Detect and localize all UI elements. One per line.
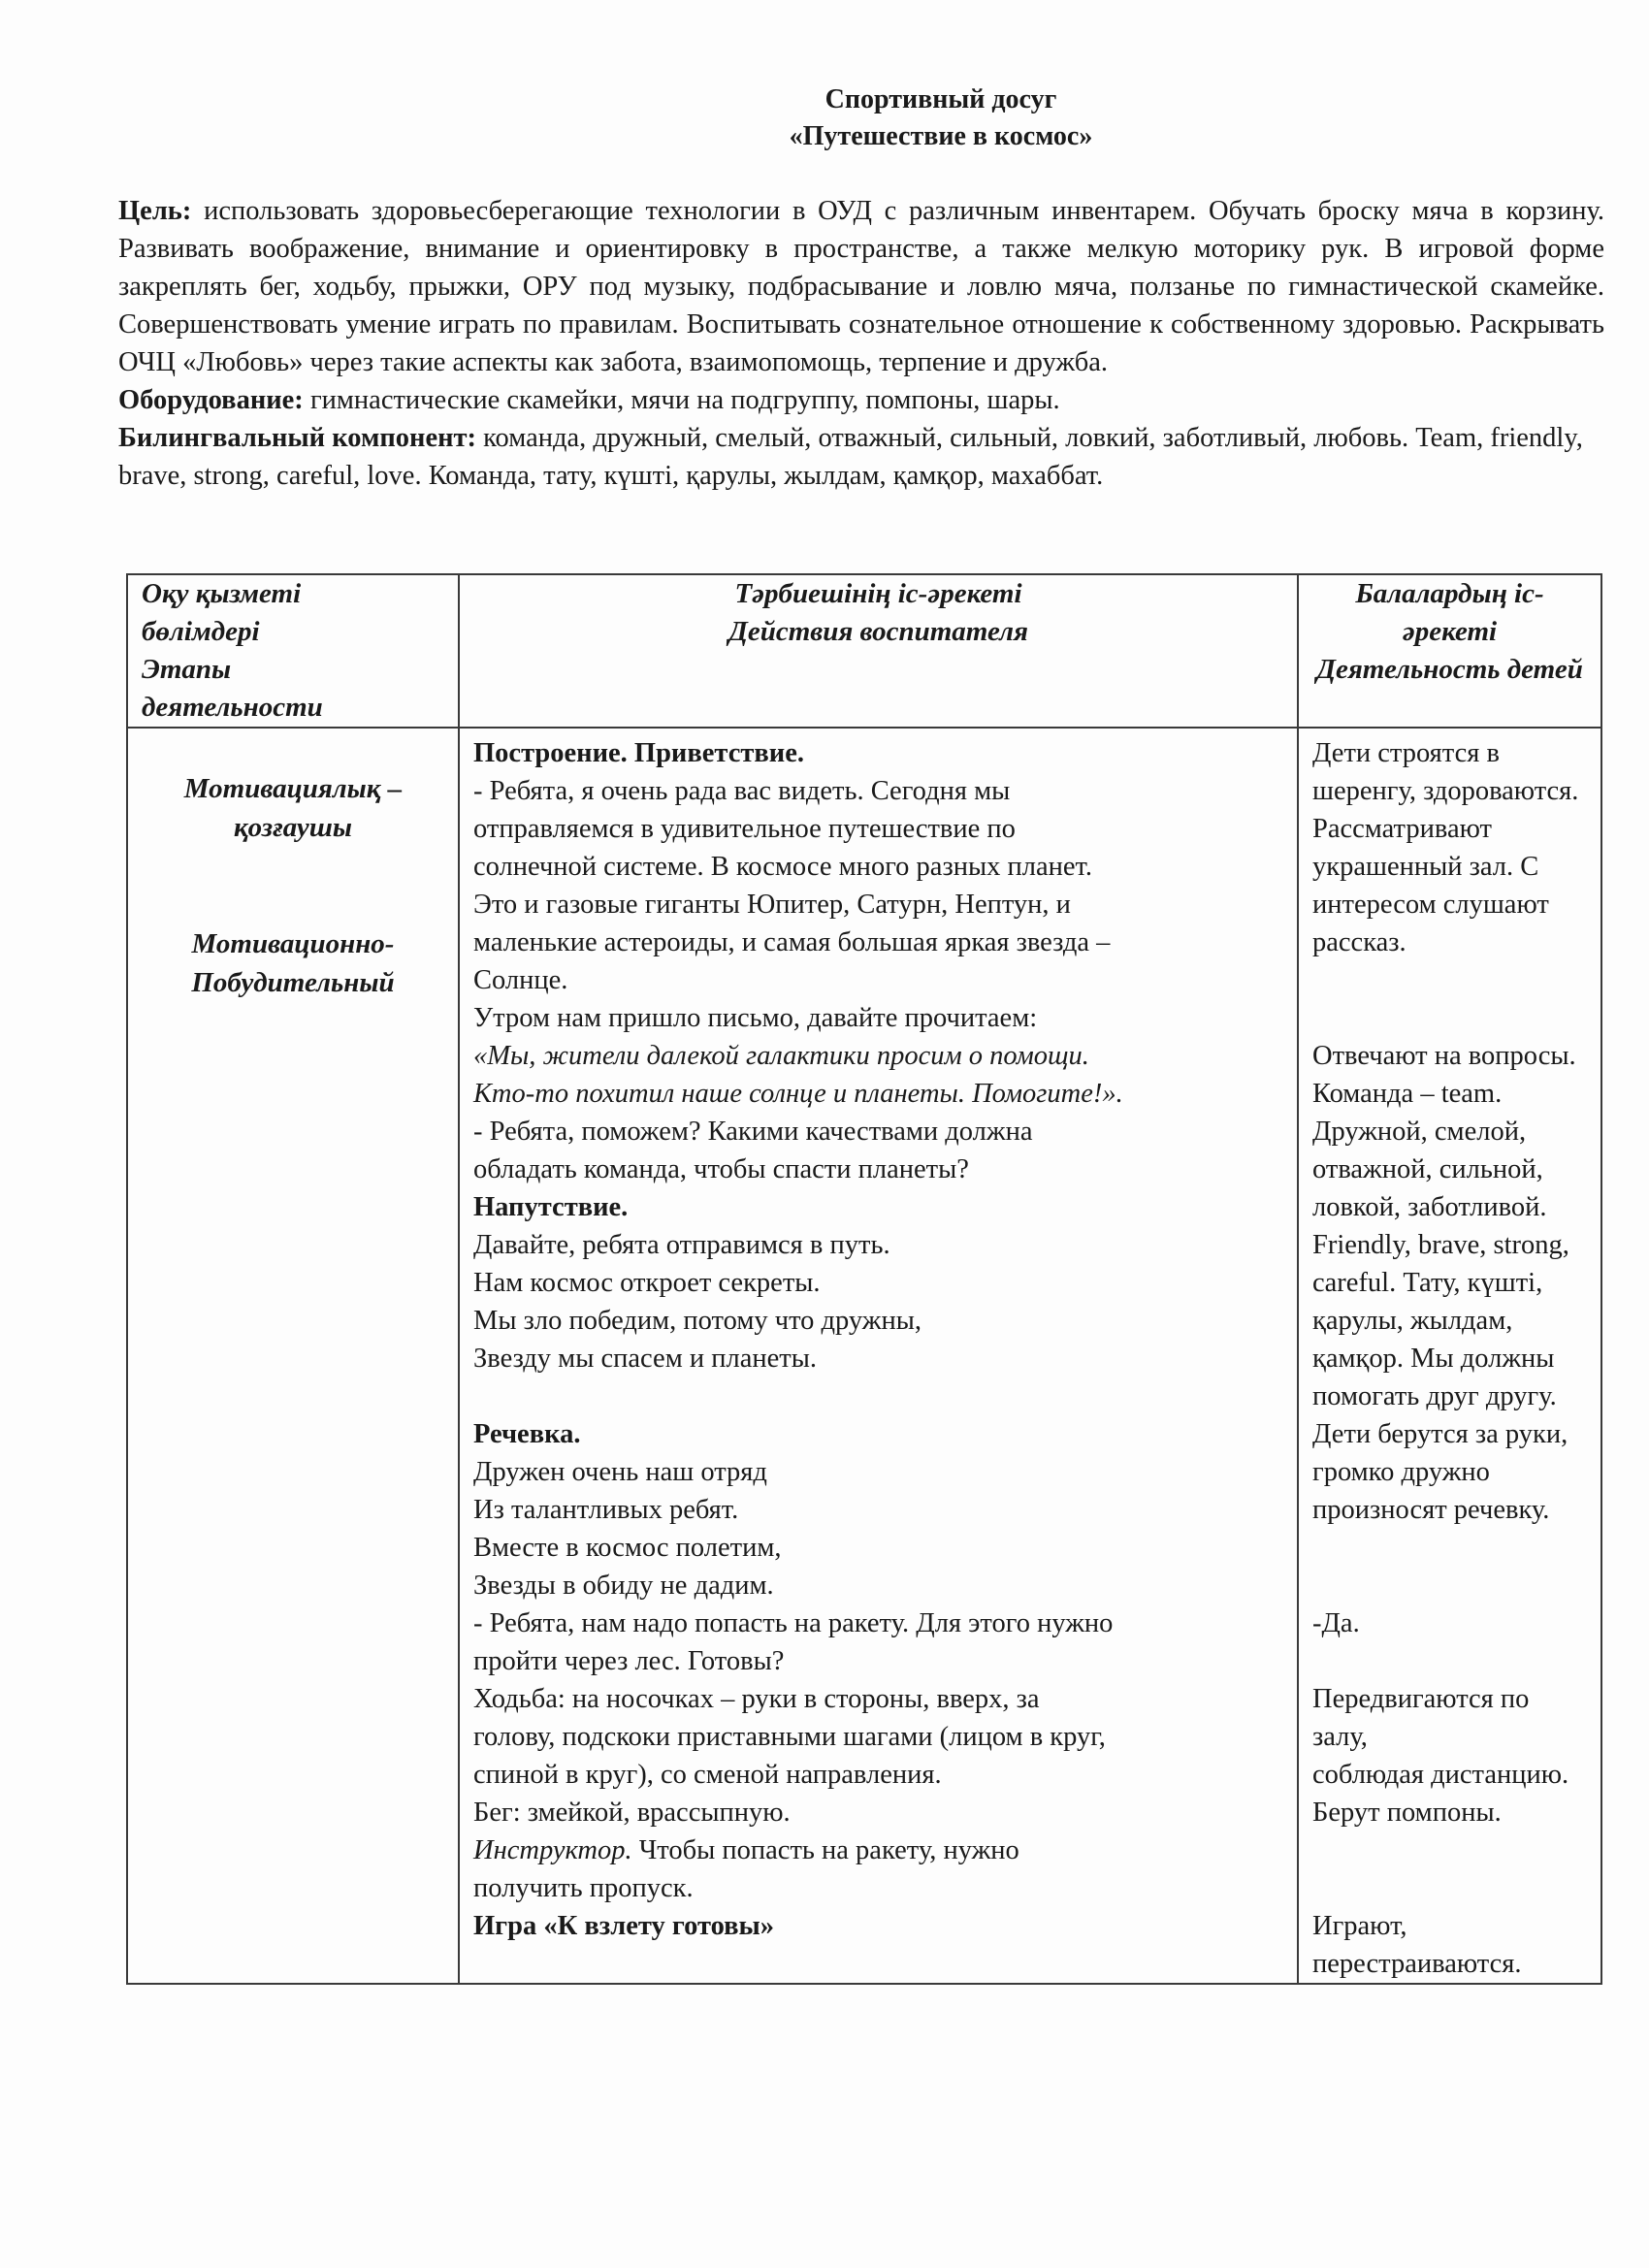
teacher-line: [473, 1567, 1283, 1604]
teacher-line: [473, 1869, 1283, 1907]
teacher-line-text: голову, подскоки приставными шагами (лицом в круг,: [473, 1722, 1106, 1752]
teacher-line: [473, 1037, 1283, 1075]
teacher-line-text: пройти через лес. Готовы?: [473, 1646, 785, 1676]
children-line: [1312, 1642, 1587, 1680]
teacher-line: [473, 848, 1283, 886]
header-stages-line: Оқу қызметі: [142, 578, 302, 609]
children-line: [1312, 1869, 1587, 1907]
stage-ru-line: Побудительный: [191, 967, 395, 998]
goal-paragraph: [118, 192, 1604, 381]
teacher-line-text: Дружен очень наш отряд: [473, 1457, 767, 1487]
title-line-1: Спортивный досуг: [824, 84, 1057, 114]
children-line: Дети берутся за руки,: [1312, 1419, 1568, 1449]
header-children-line: Деятельность детей: [1316, 654, 1583, 685]
teacher-line: [473, 1226, 1283, 1264]
teacher-line-text: получить пропуск.: [473, 1873, 694, 1903]
teacher-line: [473, 999, 1283, 1037]
equipment-paragraph: [118, 381, 1604, 419]
children-line: украшенный зал. С: [1312, 852, 1539, 882]
children-line: перестраиваются.: [1312, 1949, 1522, 1979]
bilingual-text: команда, дружный, смелый, отважный, сильный, ловкий, заботливый, любовь. Team, friendly, brave, strong, careful, love. Команда, тату, күшті, қарулы, жылдам, қамқор, махаббат.: [118, 423, 1583, 491]
stage-kz-line: қозғаушы: [233, 812, 353, 843]
children-line: ловкой, заботливой.: [1312, 1192, 1547, 1222]
stage-gap: [142, 847, 444, 924]
teacher-line: [473, 1264, 1283, 1302]
intro-section: [118, 192, 1604, 495]
header-teacher-line: Тәрбиешінің іс-әрекеті: [734, 578, 1022, 609]
bilingual-paragraph: [118, 419, 1604, 495]
children-line: соблюдая дистанцию.: [1312, 1760, 1569, 1790]
teacher-line: [473, 1302, 1283, 1340]
teacher-line-text: Давайте, ребята отправимся в путь.: [473, 1230, 890, 1260]
children-line: қамқор. Мы должны: [1312, 1344, 1555, 1374]
teacher-line: [473, 1491, 1283, 1529]
stage-kz-line: Мотивациялық –: [183, 773, 403, 804]
teacher-line-text: Звезды в обиду не дадим.: [473, 1571, 774, 1601]
teacher-line-rest: Чтобы попасть на ракету, нужно: [631, 1835, 1019, 1865]
children-line: [1312, 961, 1587, 999]
teacher-line: [473, 1604, 1283, 1642]
teacher-line-text: Бег: змейкой, врассыпную.: [473, 1798, 791, 1828]
children-line: Рассматривают: [1312, 814, 1492, 844]
teacher-line-text: Ходьба: на носочках – руки в стороны, вверх, за: [473, 1684, 1040, 1714]
children-line: Берут помпоны.: [1312, 1798, 1502, 1828]
children-line: произносят речевку.: [1312, 1495, 1550, 1525]
table-header-row: [127, 574, 1601, 728]
teacher-line-text: - Ребята, поможем? Какими качествами должна: [473, 1117, 1033, 1147]
teacher-line-text: Нам космос откроет секреты.: [473, 1268, 821, 1298]
teacher-line-text: Игра «К взлету готовы»: [473, 1911, 775, 1941]
teacher-line: [473, 1075, 1283, 1113]
teacher-line: [473, 772, 1283, 810]
teacher-line-text: Речевка.: [473, 1419, 581, 1449]
teacher-line-text: Из талантливых ребят.: [473, 1495, 739, 1525]
teacher-line: [473, 1415, 1283, 1453]
header-stages-line: Этапы: [142, 654, 232, 685]
teacher-line: [473, 1453, 1283, 1491]
teacher-line-text: - Ребята, я очень рада вас видеть. Сегодня мы: [473, 776, 1011, 806]
teacher-line: [473, 734, 1283, 772]
teacher-line-text: Кто-то похитил наше солнце и планеты. Помогите!».: [473, 1079, 1123, 1109]
teacher-line-text: спиной в круг), со сменой направления.: [473, 1760, 942, 1790]
header-stages-line: бөлімдері: [142, 616, 260, 647]
teacher-line: [473, 1718, 1283, 1756]
children-line: интересом слушают: [1312, 890, 1549, 920]
header-stages-line: деятельности: [142, 692, 323, 723]
children-line: [1312, 1831, 1587, 1869]
teacher-line-text: отправляемся в удивительное путешествие по: [473, 814, 1016, 844]
table-row: [127, 728, 1601, 1984]
children-line: Дружной, смелой,: [1312, 1117, 1527, 1147]
teacher-line-text: «Мы, жители далекой галактики просим о помощи.: [473, 1041, 1089, 1071]
document-title: [0, 81, 1649, 155]
teacher-line-text: солнечной системе. В космосе много разных планет.: [473, 852, 1092, 882]
bilingual-label: Билингвальный компонент:: [118, 423, 477, 453]
equipment-label: Оборудование:: [118, 385, 304, 415]
teacher-line: [473, 961, 1283, 999]
teacher-line: [473, 1831, 1283, 1869]
children-line: -Да.: [1312, 1608, 1360, 1638]
children-line: қарулы, жылдам,: [1312, 1306, 1513, 1336]
equipment-text: гимнастические скамейки, мячи на подгруппу, помпоны, шары.: [303, 385, 1060, 415]
teacher-line: [473, 886, 1283, 923]
teacher-line: [473, 1907, 1283, 1945]
children-line: помогать друг другу.: [1312, 1381, 1557, 1411]
children-line: громко дружно: [1312, 1457, 1490, 1487]
children-line: [1312, 1529, 1587, 1567]
children-actions-cell: [1298, 728, 1601, 1984]
teacher-line-text: Построение. Приветствие.: [473, 738, 804, 768]
teacher-line-text: Инструктор.: [473, 1835, 632, 1865]
header-children: [1298, 574, 1601, 728]
teacher-line: [473, 1642, 1283, 1680]
teacher-line: [473, 1113, 1283, 1150]
header-children-line: Балалардың іс-әрекеті: [1355, 578, 1544, 647]
goal-text: использовать здоровьесберегающие технологии в ОУД с различным инвентарем. Обучать броску мяча в корзину. Развивать воображение, внимание и ориентировку в пространстве, а также мелкую моторику рук. В игровой форме закреплять бег, ходьбу, прыжки, ОРУ под музыку, подбрасывание и ловлю мяча, ползанье по гимнастической скамейке. Совершенствовать умение играть по правилам. Воспитывать сознательное отношение к собственному здоровью. Раскрывать ОЧЦ «Любовь» через такие аспекты как забота, взаимопомощь, терпение и дружба.: [118, 196, 1604, 377]
teacher-line: [473, 1794, 1283, 1831]
teacher-line: [473, 1188, 1283, 1226]
children-line: Дети строятся в: [1312, 738, 1500, 768]
title-line-2: «Путешествие в космос»: [789, 121, 1093, 151]
children-line: [1312, 999, 1587, 1037]
teacher-line-text: маленькие астероиды, и самая большая яркая звезда –: [473, 927, 1111, 957]
teacher-line: [473, 1529, 1283, 1567]
header-stages: [127, 574, 459, 728]
teacher-line: [473, 1150, 1283, 1188]
teacher-line: [473, 1680, 1283, 1718]
teacher-actions-cell: [459, 728, 1298, 1984]
teacher-line: [473, 1377, 1283, 1415]
teacher-line: [473, 810, 1283, 848]
stage-ru-line: Мотивационно-: [191, 928, 395, 959]
children-line: шеренгу, здороваются.: [1312, 776, 1579, 806]
stage-cell: [127, 728, 459, 1984]
children-line: Играют,: [1312, 1911, 1407, 1941]
teacher-line-text: Это и газовые гиганты Юпитер, Сатурн, Нептун, и: [473, 890, 1071, 920]
teacher-line: [473, 1756, 1283, 1794]
teacher-line: [473, 1340, 1283, 1377]
teacher-line-text: обладать команда, чтобы спасти планеты?: [473, 1154, 969, 1184]
teacher-line-text: Напутствие.: [473, 1192, 629, 1222]
goal-label: Цель:: [118, 196, 192, 226]
children-line: Передвигаются по залу,: [1312, 1684, 1530, 1752]
teacher-line-text: Мы зло победим, потому что дружны,: [473, 1306, 922, 1336]
teacher-line-text: Утром нам пришло письмо, давайте прочитаем:: [473, 1003, 1038, 1033]
children-line: Команда – team.: [1312, 1079, 1503, 1109]
children-line: Friendly, brave, strong,: [1312, 1230, 1569, 1260]
children-line: рассказ.: [1312, 927, 1406, 957]
teacher-line-text: - Ребята, нам надо попасть на ракету. Для этого нужно: [473, 1608, 1114, 1638]
children-line: careful. Тату, күшті,: [1312, 1268, 1543, 1298]
teacher-line-text: Звезду мы спасем и планеты.: [473, 1344, 817, 1374]
children-line: [1312, 1567, 1587, 1604]
children-line: отважной, сильной,: [1312, 1154, 1543, 1184]
children-line: Отвечают на вопросы.: [1312, 1041, 1576, 1071]
teacher-line-text: Вместе в космос полетим,: [473, 1533, 782, 1563]
teacher-line-text: Солнце.: [473, 965, 568, 995]
teacher-line: [473, 923, 1283, 961]
activity-table: [126, 573, 1602, 1985]
header-teacher: [459, 574, 1298, 728]
header-teacher-line: Действия воспитателя: [728, 616, 1028, 647]
